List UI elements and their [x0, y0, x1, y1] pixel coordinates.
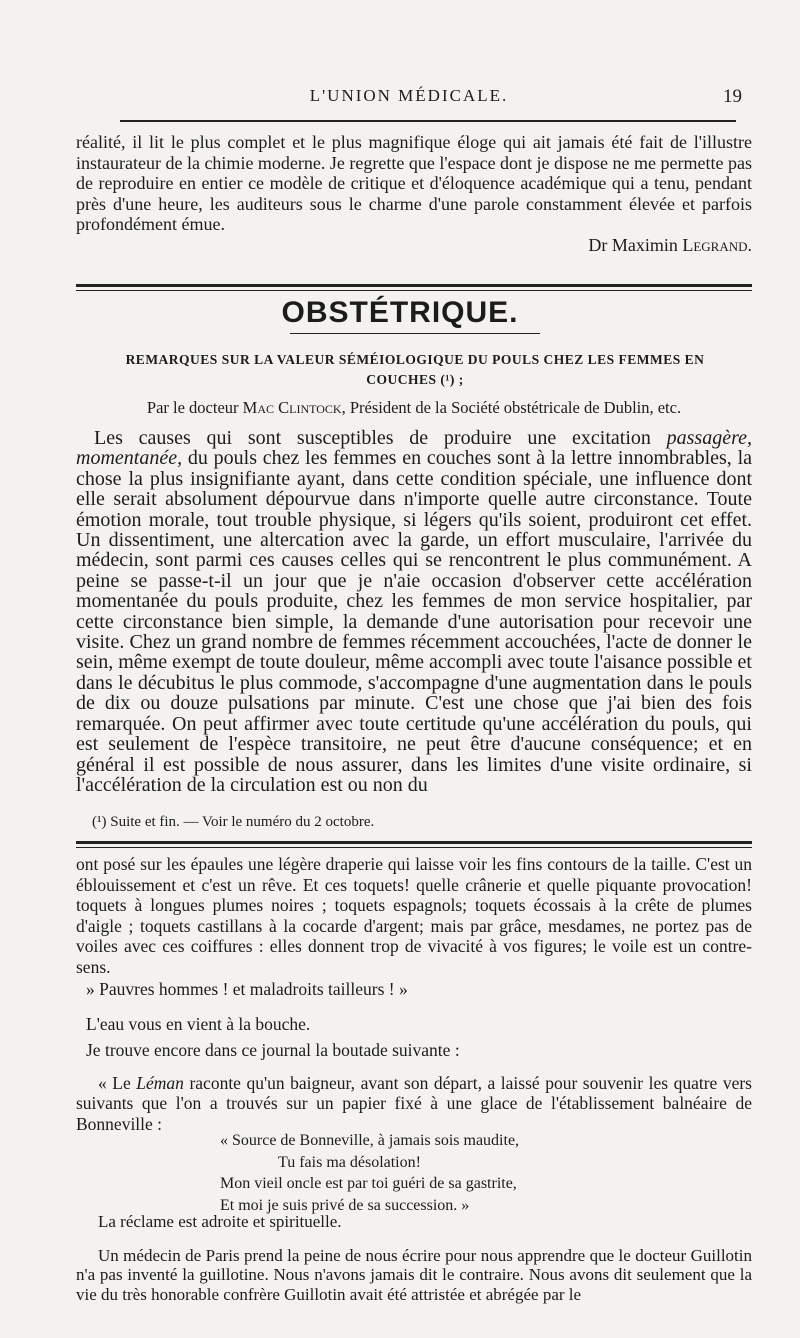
byline-prefix: Par le docteur: [146, 398, 239, 417]
feuilleton-exclamation: » Pauvres hommes ! et maladroits tailleurs ! »: [86, 979, 408, 999]
article-byline: [76, 398, 752, 418]
quote-text-rest: raconte qu'un baigneur, avant son départ, a laissé pour souvenir les quatre vers suivants que l'on a trouvés sur un papier fixé à une glace de l'établissement balnéaire de Bonneville :: [76, 1072, 752, 1134]
page-number: 19: [723, 86, 742, 107]
section-double-rule-bottom: [76, 290, 752, 291]
author-signature: [76, 235, 752, 256]
verse-block: [220, 1130, 519, 1216]
feuilleton-remark: L'eau vous en vient à la bouche.: [86, 1013, 311, 1034]
feuilleton-body: [76, 854, 752, 1134]
feuilleton-intro-quote: Je trouve encore dans ce journal la boutade suivante :: [86, 1040, 460, 1060]
verse-line: « Source de Bonneville, à jamais sois maudite,: [220, 1132, 520, 1149]
section-double-rule-top: [76, 284, 752, 287]
closing-remark: La réclame est adroite et spirituelle.: [98, 1212, 342, 1231]
article-emphasis: passagère, momentanée,: [76, 427, 752, 470]
verse-line: Tu fais ma désolation!: [278, 1153, 421, 1171]
header-rule: [120, 120, 736, 122]
quote-text-start: « Le: [98, 1072, 137, 1093]
page-header: [76, 86, 742, 112]
feuilleton-closing: [76, 1212, 752, 1304]
feuilleton-rule-top: [76, 841, 752, 844]
feuilleton-rule-bottom: [76, 847, 752, 848]
article-subtitle: REMARQUES SUR LA VALEUR SÉMÉIOLOGIQUE DU POULS CHEZ LES FEMMES EN COUCHES (¹) ;: [125, 352, 705, 387]
closing-paragraph: Un médecin de Paris prend la peine de nous écrire pour nous apprendre que le docteur Guillotin n'a pas inventé la guillotine. Nous n'avons jamais dit le contraire. Nous avons dit seulement que la vie du très honorable confrère Guillotin avait été attristée et abrégée par le: [76, 1245, 752, 1304]
verse-line: Et moi je suis privé de sa succession. »: [220, 1196, 470, 1214]
quote-emphasis: Léman: [136, 1072, 184, 1093]
signature-name: Legrand.: [682, 234, 752, 255]
byline-suffix: , Président de la Société obstétricale de Dublin, etc.: [341, 398, 682, 417]
article-text-rest: du pouls chez les femmes en couches sont à la lettre innombrables, la chose la plus insignifiante ayant, dans cette condition spéciale, une influence dont elle serait absolument dépourvue dans n'importe quelle autre circonstance. Toute émotion morale, tout trouble physique, si légers qu'ils soient, produiront cet effet. Un dissentiment, une altercation avec la garde, un effort musculaire, l'arrivée du médecin, sont parmi ces causes celles qui se rencontrent le plus communément. A peine se passe-t-il un jour que je n'aie occasion d'observer cette accélération momentanée du pouls produite, chez les femmes de mon service hospitalier, par cette circonstance bien simple, la demande d'une autorisation pour recevoir une visite. Chez un grand nombre de femmes récemment accouchées, l'acte de donner le sein, même exempt de toute douleur, même accompli avec toute l'aisance possible et dans le décubitus le plus commode, s'accompagne d'une augmentation dans le pouls de dix ou douze pulsations par minute. C'est une chose que j'ai bien des fois remarquée. On peut affirmer avec toute certitude qu'une accélération du pouls, qui est seulement de l'espèce transitoire, ne peut être d'aucune conséquence; et en général il est possible de nous assurer, dans les limites d'une visite ordinaire, si l'accélération de la circulation est ou non du: [76, 447, 752, 796]
journal-title: L'UNION MÉDICALE.: [309, 86, 509, 105]
intro-paragraph-block: [76, 132, 752, 256]
article-paragraph: [76, 428, 752, 795]
feuilleton-quote-paragraph: [76, 1073, 752, 1135]
verse-line: Mon vieil oncle est par toi guéri de sa gastrite,: [220, 1175, 517, 1192]
byline-author: Mac Clintock: [242, 398, 342, 417]
intro-paragraph: réalité, il lit le plus complet et le plus magnifique éloge qui ait jamais été fait de l'illustre instaurateur de la chimie moderne. Je regrette que l'espace dont je dispose ne me permette pas de reproduire en entier ce modèle de critique et d'éloquence académique qui a tenu, pendant près d'une heure, les auditeurs sous le charme d'une parole constamment élevée et parfois profondément émue.: [76, 132, 752, 235]
section-title-underline: [290, 333, 540, 334]
article-text-start: Les causes qui sont susceptibles de produire une excitation: [94, 427, 667, 449]
section-title: OBSTÉTRIQUE.: [281, 296, 519, 329]
signature-prefix: Dr Maximin: [588, 234, 678, 255]
feuilleton-paragraph: ont posé sur les épaules une légère draperie qui laisse voir les fins contours de la taille. C'est un éblouissement et c'est un rêve. Et ces toquets! quelle crânerie et quelle piquante provocation! toquets à longues plumes noires ; toquets espagnols; toquets écossais à la crête de plumes d'aigle ; toquets castillans à la cocarde d'argent; mais par grâce, mesdames, ne portez pas de voiles avec ces coiffures : elles donnent trop de vivacité à vos figures; le voile est un contre-sens.: [76, 854, 752, 977]
footnote: (¹) Suite et fin. — Voir le numéro du 2 octobre.: [92, 814, 375, 830]
article-body: [76, 428, 752, 795]
